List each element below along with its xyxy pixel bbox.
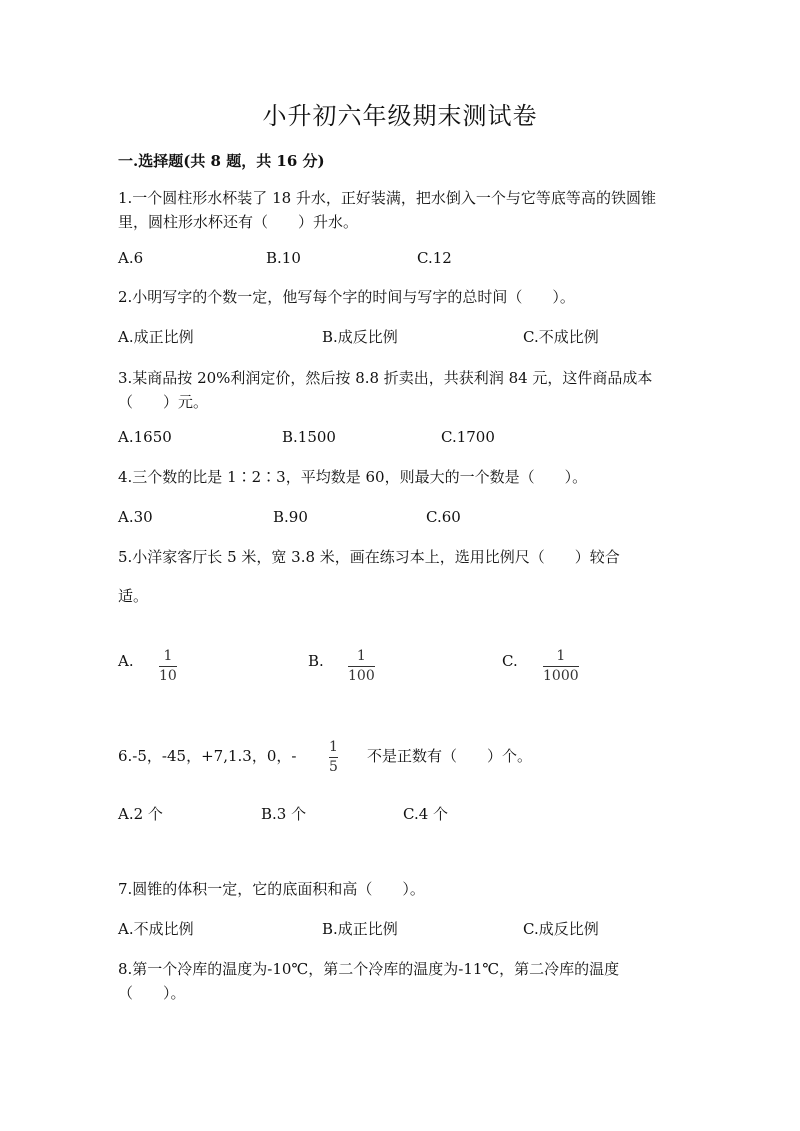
question-5-option-b-fraction [348, 648, 375, 685]
fraction-bar [348, 666, 375, 667]
fraction-numerator: 1 [163, 648, 173, 664]
question-7-option-c[interactable]: C.成反比例 [523, 920, 599, 938]
question-3-option-b[interactable]: B.1500 [282, 428, 336, 446]
question-1-text: 1.一个圆柱形水杯装了 18 升水，正好装满，把水倒入一个与它等底等高的铁圆锥里，圆柱形水杯还有（ ）升水。 [118, 189, 656, 231]
question-1-option-a[interactable]: A.6 [118, 249, 144, 267]
question-6-option-c[interactable]: C.4 个 [403, 805, 449, 823]
question-2-option-a[interactable]: A.成正比例 [118, 328, 194, 346]
fraction-denominator: 10 [159, 668, 177, 684]
fraction-numerator: 1 [356, 648, 366, 664]
question-5-text-line2: 适。 [118, 587, 149, 605]
question-3-text: 3.某商品按 20%利润定价，然后按 8.8 折卖出，共获利润 84 元，这件商品成本（ ）元。 [118, 369, 653, 411]
question-5-option-b[interactable]: B. [308, 652, 324, 670]
question-5-text-line1: 5.小洋家客厅长 5 米，宽 3.8 米，画在练习本上，选用比例尺（ ）较合 [118, 548, 620, 566]
question-6-text-after: 不是正数有（ ）个。 [367, 747, 533, 765]
question-6-option-b[interactable]: B.3 个 [261, 805, 307, 823]
question-2-option-c[interactable]: C.不成比例 [523, 328, 599, 346]
question-7-text: 7.圆锥的体积一定，它的底面积和高（ ）。 [118, 880, 425, 898]
page-title: 小升初六年级期末测试卷 [262, 102, 538, 130]
question-6-text-before: 6.-5，-45，+7,1.3，0，- [118, 747, 297, 765]
fraction-numerator: 1 [329, 739, 338, 755]
fraction-numerator: 1 [556, 648, 566, 664]
question-2-option-b[interactable]: B.成反比例 [322, 328, 398, 346]
fraction-bar [159, 666, 177, 667]
section-heading: 一.选择题(共 8 题，共 16 分) [118, 152, 325, 170]
question-5-option-a[interactable]: A. [118, 652, 134, 670]
question-7-option-a[interactable]: A.不成比例 [118, 920, 194, 938]
fraction-denominator: 5 [329, 759, 338, 775]
question-5-option-c[interactable]: C. [502, 652, 518, 670]
question-4-text: 4.三个数的比是 1∶2∶3，平均数是 60，则最大的一个数是（ ）。 [118, 468, 588, 486]
fraction-bar [543, 666, 579, 667]
fraction-denominator: 1000 [543, 668, 579, 684]
fraction-bar [329, 757, 338, 758]
question-4-option-b[interactable]: B.90 [273, 508, 308, 526]
question-5-option-c-fraction [543, 648, 579, 685]
question-3-option-a[interactable]: A.1650 [118, 428, 172, 446]
question-4-option-a[interactable]: A.30 [118, 508, 153, 526]
question-2-text: 2.小明写字的个数一定，他写每个字的时间与写字的总时间（ ）。 [118, 288, 575, 306]
question-5-option-a-fraction [159, 648, 177, 685]
question-1-option-b[interactable]: B.10 [266, 249, 301, 267]
fraction-denominator: 100 [348, 668, 375, 684]
question-4-option-c[interactable]: C.60 [426, 508, 461, 526]
question-3-option-c[interactable]: C.1700 [441, 428, 495, 446]
question-6-fraction [329, 739, 338, 776]
question-6-option-a[interactable]: A.2 个 [118, 805, 163, 823]
question-1-option-c[interactable]: C.12 [417, 249, 452, 267]
question-7-option-b[interactable]: B.成正比例 [322, 920, 398, 938]
question-8-text: 8.第一个冷库的温度为-10℃，第二个冷库的温度为-11℃，第二冷库的温度（ ）。 [118, 960, 620, 1002]
